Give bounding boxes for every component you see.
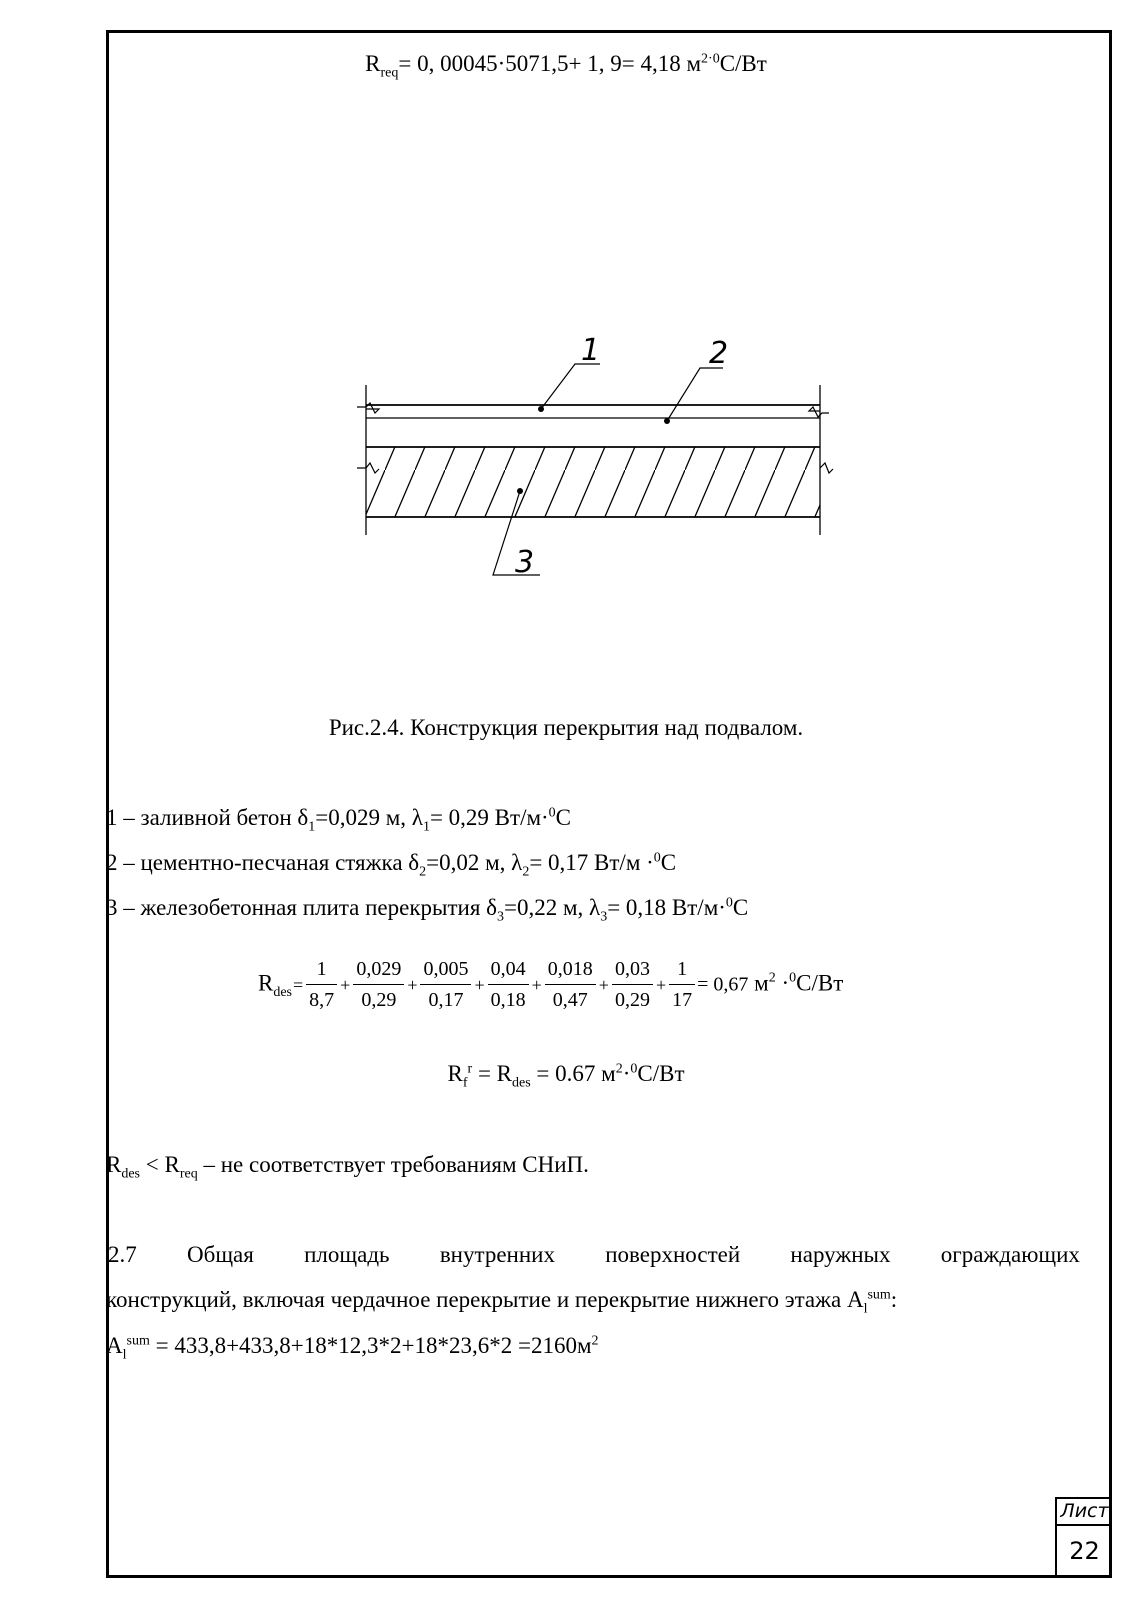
floor-section-drawing <box>355 330 835 590</box>
sheet-stamp <box>1055 1497 1112 1578</box>
formula-r-req: $R_{req}= 0$, 00045·5071,5+ 1, 9= 4,18 $м^{2\cdot 0}С/Вт$ <box>365 51 767 81</box>
fraction: $\frac{0,005}{0,17}$ <box>420 958 471 1012</box>
fraction: $\frac{0,018}{0,47}$ <box>545 958 596 1012</box>
section-2-7-line-3: $A_l^{sum} = 433,8+433,8+18*12,3*2+18*23,6*2 =2160м^2$ <box>106 1333 599 1363</box>
section-2-7-line-2: конструкций, включая чердачное перекрытие и перекрытие нижнего этажа $A_l^{sum}$: <box>106 1287 898 1317</box>
fraction: $\frac{1}{8,7}$ <box>306 958 337 1012</box>
figure-label-1: 1 <box>581 333 601 368</box>
fraction: $\frac{0,029}{0,29}$ <box>353 958 404 1012</box>
sheet-number: 22 <box>1069 1537 1100 1565</box>
sheet-label: Лист <box>1057 1499 1112 1526</box>
formula-r-f: $R_f^r = R_{des} = 0.67$ $м^2\cdot^0С/Вт$ <box>447 1061 685 1091</box>
section-2-7-line-1: 2.7 Общая площадь внутренних поверхностей наружных ограждающих <box>108 1242 1080 1267</box>
layer-2: 2 – цементно-песчаная стяжка $\delta_2=0,02$ м, $\lambda_2= 0,17$ Вт/м ·$^0$С <box>106 850 677 880</box>
figure-label-3: 3 <box>515 545 535 580</box>
fraction: $\frac{0,04}{0,18}$ <box>488 958 529 1012</box>
layer-1: 1 – заливной бетон $\delta_1=0,029$ м, $\lambda_1= 0,29$ Вт/м·$^0$С <box>106 805 572 835</box>
figure-label-2: 2 <box>709 336 729 371</box>
layer-3: 3 – железобетонная плита перекрытия $\delta_3=0,22$ м, $\lambda_3= 0,18$ Вт/м·$^0$С <box>106 895 749 925</box>
formula-r-des: $R_{des}=$ $\frac{1}{8,7}$ + $\frac{0,029}{0,29}$ + $\frac{0,005}{0,17}$ + $\frac{0,04}{0,18}$ + $\frac{0,018}{0,47}$ + $\frac{0,03}{0,29}$ + $\frac{1}{17}$ = 0,67 $м^2 \cdot^0С/Вт$ <box>258 958 844 1011</box>
figure-caption: Рис.2.4. Конструкция перекрытия над подвалом. <box>328 715 804 740</box>
fraction: $\frac{1}{17}$ <box>669 958 695 1012</box>
comparison-statement: $R_{des} < R_{req}$ – не соответствует требованиям СНиП. <box>106 1152 589 1182</box>
fraction: $\frac{0,03}{0,29}$ <box>612 958 653 1012</box>
